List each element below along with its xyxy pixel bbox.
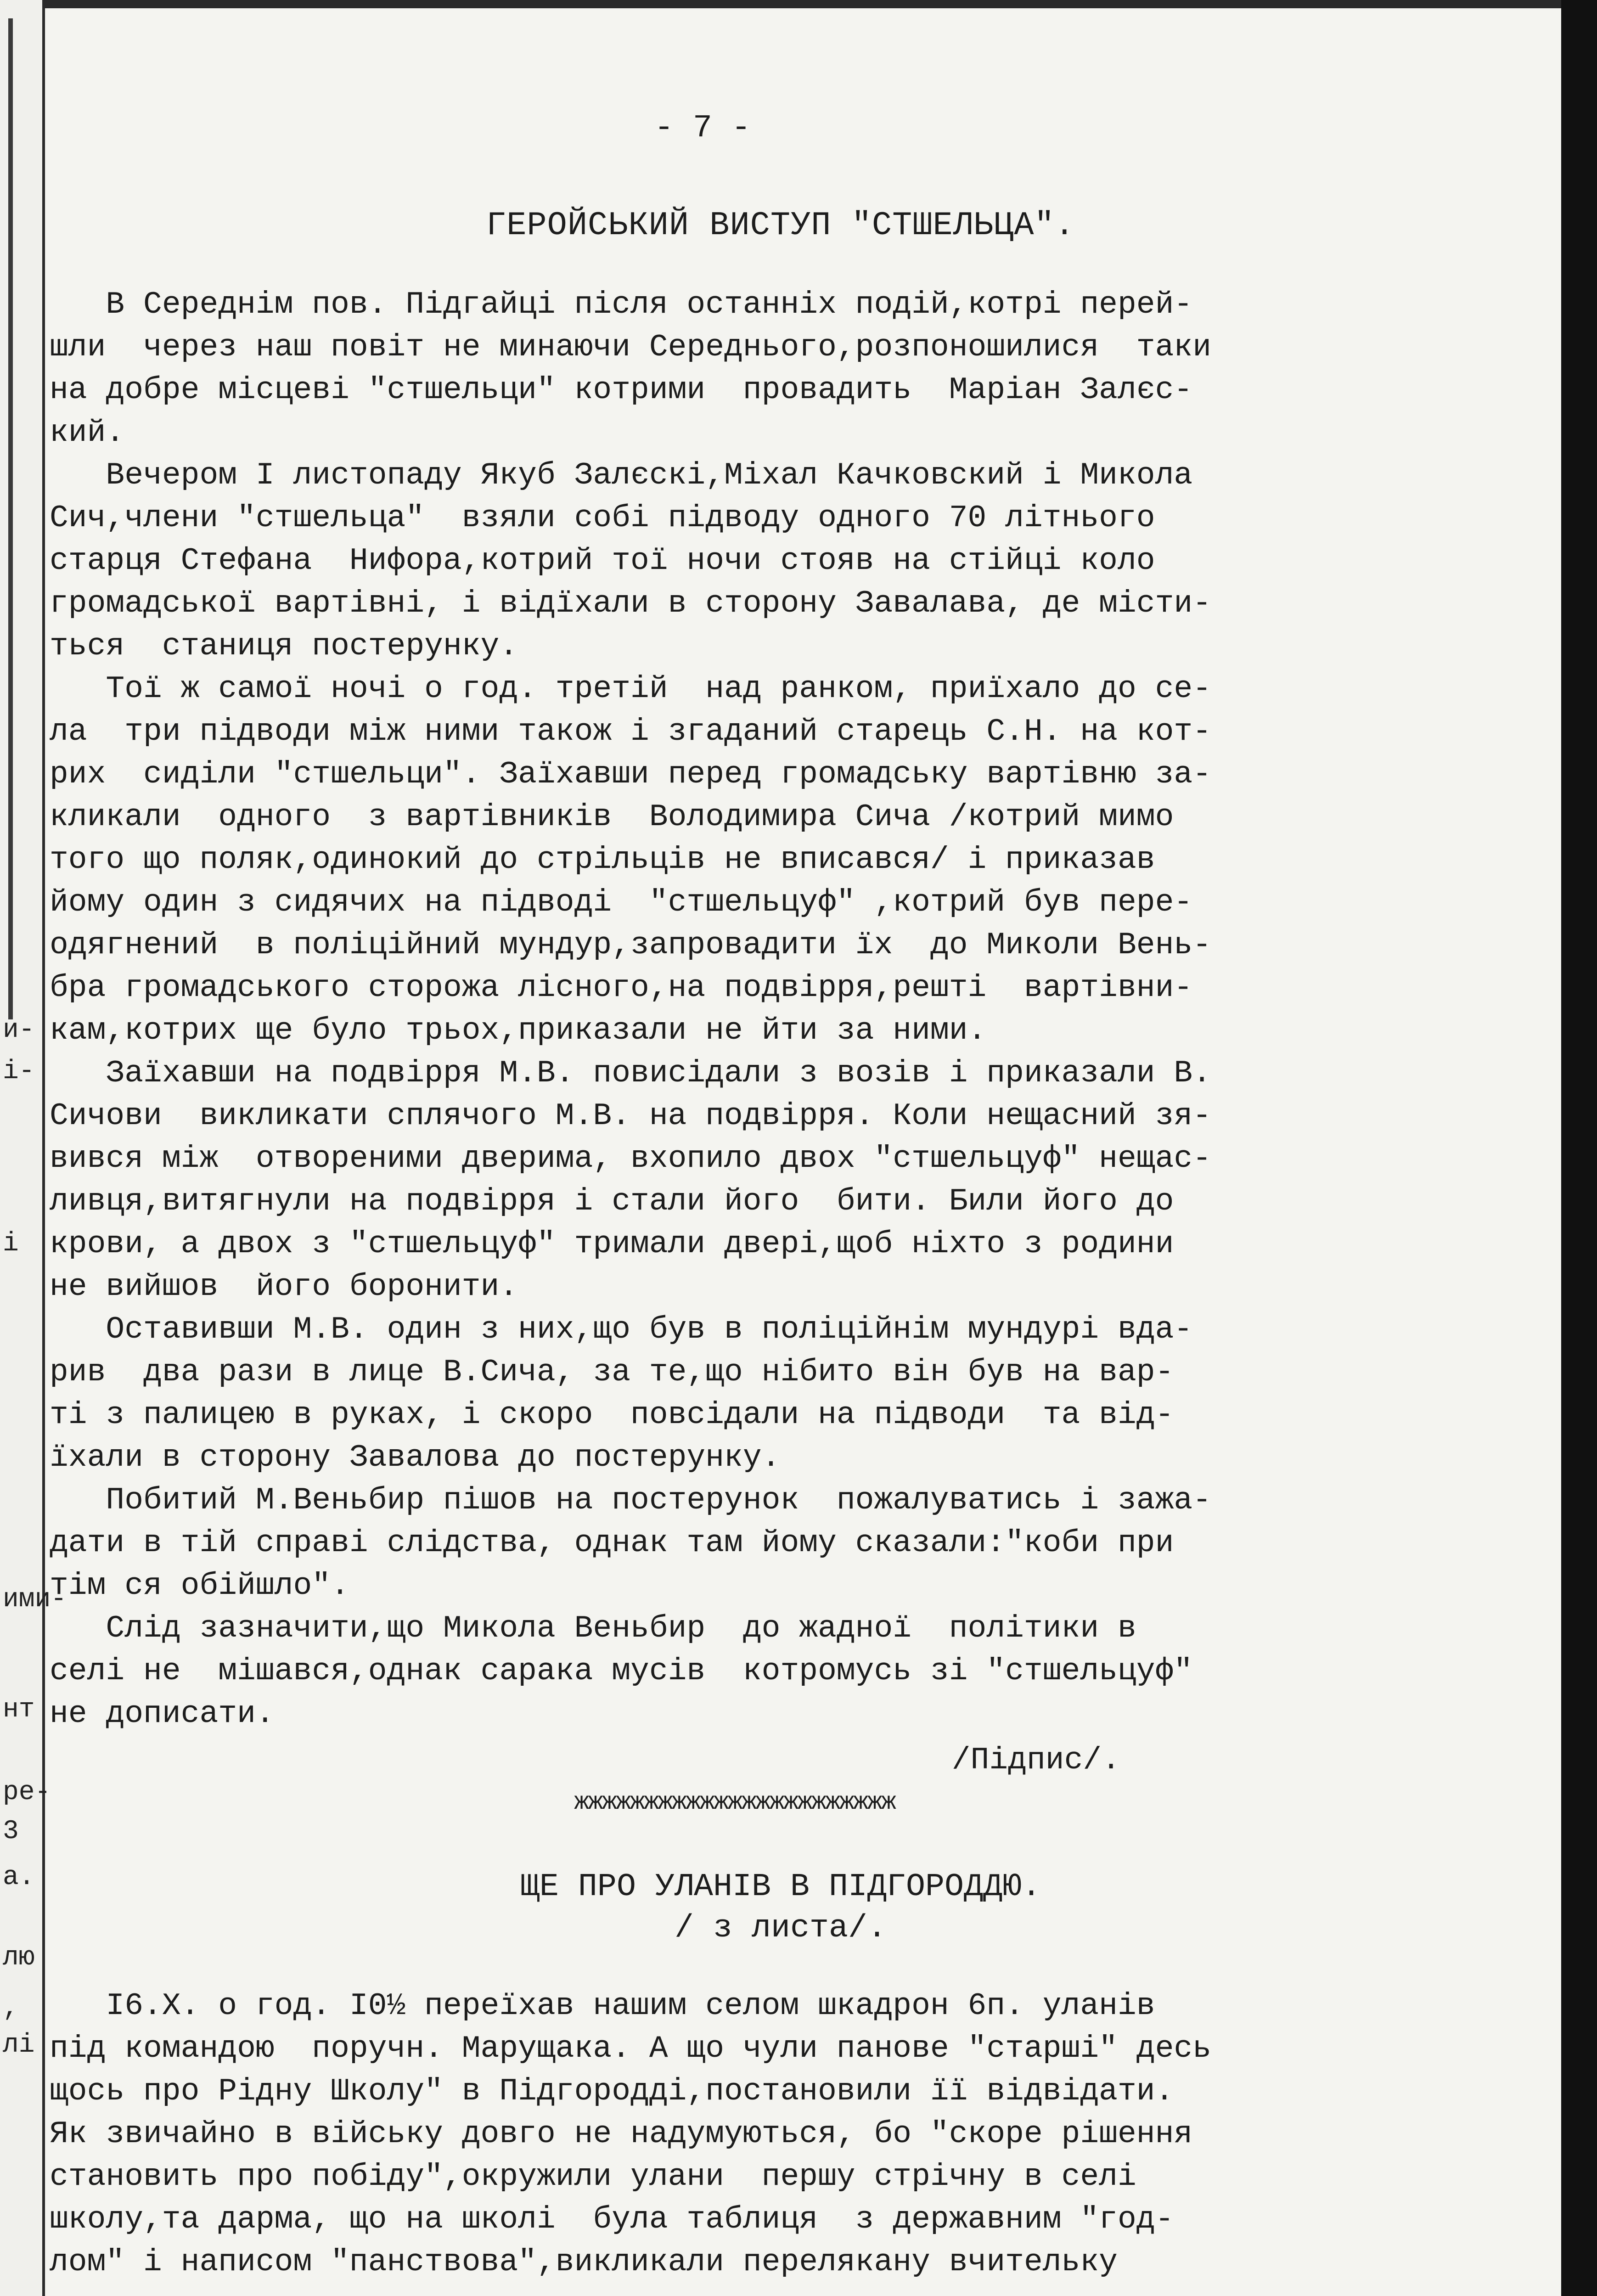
text-line: школу,та дарма, що на школі була таблиця з державним "год-	[50, 2202, 1174, 2237]
scan-right-edge	[1561, 0, 1597, 2296]
text-line: Тої ж самої ночі о год. третій над ранком, приїхало до се-	[50, 671, 1212, 707]
text-line: Слід зазначити,що Микола Веньбир до жадної політики в	[50, 1611, 1136, 1646]
text-line: вився між отвореними дверима, вхопило двох "стшельцуф" нещас-	[50, 1141, 1212, 1176]
text-line: щось про Рідну Школу" в Підгородді,постановили її відвідати.	[50, 2074, 1174, 2109]
text-line: становить про побіду",окружили улани першу стрічну в селі	[50, 2159, 1136, 2195]
margin-fragment: нт	[3, 1695, 35, 1725]
text-line: ливця,витягнули на подвірря і стали його бити. Били його до	[50, 1184, 1174, 1219]
text-line: Сичови викликати сплячого М.В. на подвірря. Коли нещасний зя-	[50, 1098, 1212, 1134]
margin-fragment: ре-	[3, 1778, 51, 1807]
text-line: бра громадського сторожа лісного,на подвірря,решті вартівни-	[50, 970, 1193, 1006]
text-line: I6.X. о год. I0½ переїхав нашим селом шкадрон 6п. уланів	[50, 1988, 1155, 2024]
text-line: крови, а двох з "стшельцуф" тримали двері,щоб ніхто з родини	[50, 1227, 1174, 1262]
text-line: під командою поручн. Марущака. А що чули панове "старші" десь	[50, 2031, 1212, 2066]
section-subtitle: / з листа/.	[674, 1910, 887, 1947]
margin-fragment: 3	[3, 1817, 19, 1846]
text-line: Вечером I листопаду Якуб Залєскі,Міхал Качковский і Микола	[50, 458, 1193, 493]
margin-fragment: и-	[3, 1015, 35, 1045]
text-line: того що поляк,одинокий до стрільців не вписався/ і приказав	[50, 842, 1155, 878]
text-line: йому один з сидячих на підводі "стшельцуф" ,котрий був пере-	[50, 885, 1193, 920]
margin-fragment: ,	[3, 1993, 19, 2023]
text-line: їхали в сторону Завалова до постерунку.	[50, 1440, 781, 1475]
text-line: кам,котрих ще було трьох,приказали не йти за ними.	[50, 1013, 987, 1048]
text-line: ла три підводи між ними також і згаданий старець С.Н. на кот-	[50, 714, 1212, 749]
text-line: тім ся обійшло".	[50, 1568, 349, 1604]
text-line: одягнений в поліційний мундур,запровадити їх до Миколи Вень-	[50, 928, 1212, 963]
text-line: Як звичайно в війську довго не надумуються, бо "скоре рішення	[50, 2116, 1193, 2152]
text-line: Побитий М.Веньбир пішов на постерунок пожалуватись і зажа-	[50, 1483, 1212, 1518]
margin-fragment: лю	[3, 1943, 35, 1973]
text-line: селі не мішався,однак сарака мусів котромусь зі "стшельцуф"	[50, 1654, 1193, 1689]
text-line: кликали одного з вартівників Володимира Сича /котрий мимо	[50, 799, 1174, 835]
margin-fragment: а.	[3, 1863, 35, 1892]
text-line: лом" і написом "панствова",викликали перелякану вчительку	[50, 2245, 1118, 2280]
text-line: не дописати.	[50, 1696, 275, 1732]
signature-note: /Підпис/.	[951, 1743, 1120, 1778]
margin-fragment: ими-	[3, 1585, 67, 1615]
text-line: старця Стефана Нифора,котрий тої ночи стояв на стійці коло	[50, 543, 1155, 579]
section-title: ГЕРОЙСЬКИЙ ВИСТУП "СТШЕЛЬЦА".	[486, 207, 1075, 244]
text-line: рив два рази в лице В.Сича, за те,що нібито він був на вар-	[50, 1355, 1174, 1390]
text-line: ті з палицею в руках, і скоро повсідали на підводи та від-	[50, 1397, 1174, 1433]
text-line: на добре місцеві "стшельци" котрими провадить Маріан Залєс-	[50, 372, 1193, 408]
text-line: В Середнім пов. Підгайці після останніх подій,котрі перей-	[50, 287, 1193, 322]
margin-fragment: і	[3, 1229, 19, 1259]
text-line: ться станиця постерунку.	[50, 629, 518, 664]
section-divider: жжжжжжжжжжжжжжжжжжжжжжж	[574, 1789, 895, 1817]
text-line: дати в тій справі слідства, однак там йому сказали:"коби при	[50, 1525, 1174, 1561]
text-line: рих сиділи "стшельци". Заїхавши перед громадську вартівню за-	[50, 757, 1212, 792]
text-line: не вийшов його боронити.	[50, 1269, 518, 1305]
section-title-2: ЩЕ ПРО УЛАНІВ В ПІДГОРОДДЮ.	[520, 1869, 1041, 1905]
text-line: Сич,члени "стшельца" взяли собі підводу одного 70 літнього	[50, 501, 1155, 536]
text-line: Оставивши М.В. один з них,що був в поліційнім мундурі вда-	[50, 1312, 1193, 1347]
margin-fragment: і-	[3, 1057, 35, 1086]
margin-fragment: лі	[3, 2030, 35, 2060]
text-line: кий.	[50, 415, 125, 450]
text-line: Заїхавши на подвірря М.В. повисідали з возів і приказали В.	[50, 1056, 1212, 1091]
text-line: громадської вартівні, і відїхали в сторону Завалава, де місти-	[50, 586, 1212, 621]
text-line: шли через наш повіт не минаючи Середнього,розпоношилися таки	[50, 330, 1212, 365]
page-number: - 7 -	[654, 110, 751, 146]
